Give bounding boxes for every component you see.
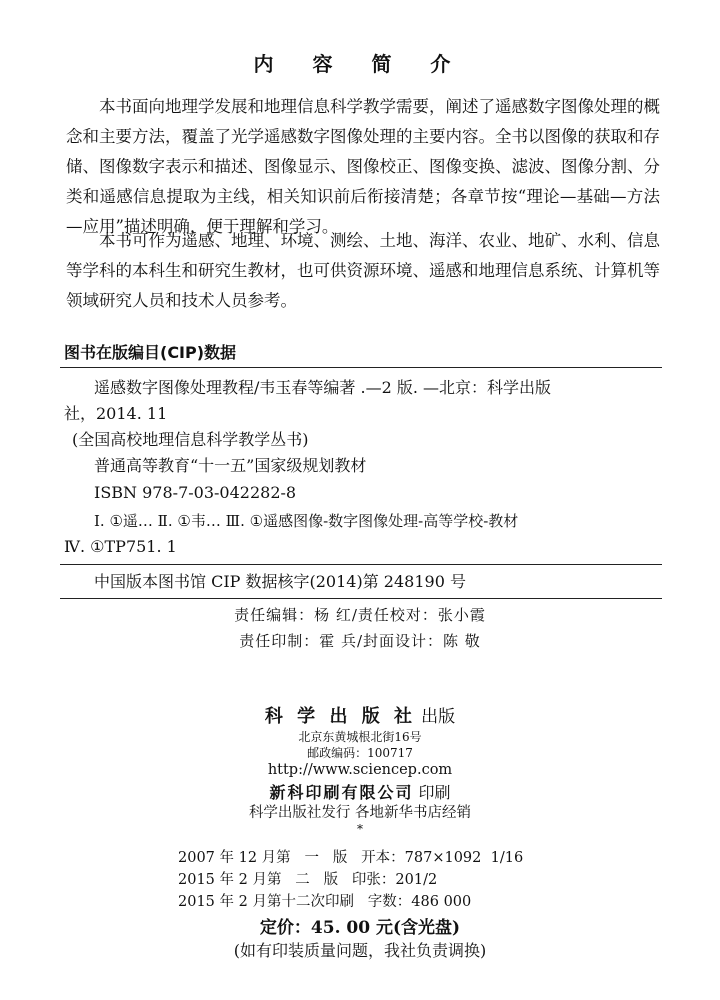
printer-name: 新科印刷有限公司	[269, 783, 414, 802]
spec-line-1: 2007 年 12 月第 一 版 开本：787×1092 1/16	[178, 850, 524, 866]
summary-paragraph-1: 本书面向地理学发展和地理信息科学教学需要，阐述了遥感数字图像处理的概念和主要方法，覆盖了光学遥感数字图像处理的主要内容。全书以图像的获取和存储、图像数字表示和描述、图像显示、图像校正、图像变换、滤波、图像分割、分类和遥感信息提取为主线，相关知识前后衔接清楚；各章节按“理论—基础—方法—应用”描述明确，便于理解和学习。	[66, 97, 660, 236]
publisher-postcode: 邮政编码：100717	[307, 746, 413, 760]
publisher-address: 北京东黄城根北街16号	[298, 730, 422, 744]
separator-star: *	[357, 822, 363, 836]
publisher-suffix: 出版	[421, 707, 456, 727]
cip-record-number: 中国版本图书馆 CIP 数据核字(2014)第 248190 号	[94, 572, 466, 591]
printer-suffix: 印刷	[418, 783, 451, 802]
price-label: 定价：45. 00 元(含光盘)	[259, 918, 461, 938]
credits-line-1: 责任编辑：杨 红/责任校对：张小霞	[234, 606, 486, 624]
divider-bottom	[60, 598, 662, 599]
distribution-line: 科学出版社发行 各地新华书店经销	[248, 805, 472, 821]
cip-line-2: 社，2014. 11	[64, 404, 168, 423]
cip-line-isbn: ISBN 978-7-03-042282-8	[94, 483, 297, 502]
printer-line	[0, 780, 720, 803]
cip-line-4: 普通高等教育“十一五”国家级规划教材	[94, 456, 367, 475]
divider-top	[60, 367, 662, 368]
publisher-line	[0, 702, 720, 728]
summary-paragraph-2: 本书可作为遥感、地理、环境、测绘、土地、海洋、农业、地矿、水利、信息等学科的本科生和研究生教材，也可供资源环境、遥感和地理信息系统、计算机等领域研究人员和技术人员参考。	[66, 231, 660, 310]
spec-line-2: 2015 年 2 月第 二 版 印张：201/2	[178, 872, 438, 888]
quality-note: (如有印装质量问题，我社负责调换)	[233, 941, 487, 960]
cip-line-1: 遥感数字图像处理教程/韦玉春等编著 .—2 版. —北京：科学出版	[94, 378, 552, 397]
summary-title: 内 容 简 介	[253, 52, 467, 76]
credits-line-2: 责任印制：霍 兵/封面设计：陈 敬	[239, 632, 481, 650]
cip-heading: 图书在版编目(CIP)数据	[64, 343, 237, 362]
publisher-name: 科 学 出 版 社	[264, 706, 416, 727]
cip-line-3: (全国高校地理信息科学教学丛书)	[72, 430, 309, 449]
publisher-url: http://www.sciencep.com	[267, 762, 453, 778]
cip-line-classification: Ⅰ. ①遥… Ⅱ. ①韦… Ⅲ. ①遥感图像-数字图像处理-高等学校-教材	[94, 512, 519, 530]
spec-line-3: 2015 年 2 月第十二次印刷 字数：486 000	[178, 894, 472, 910]
divider-mid	[60, 564, 662, 565]
cip-line-tp: Ⅳ. ①TP751. 1	[64, 537, 177, 556]
